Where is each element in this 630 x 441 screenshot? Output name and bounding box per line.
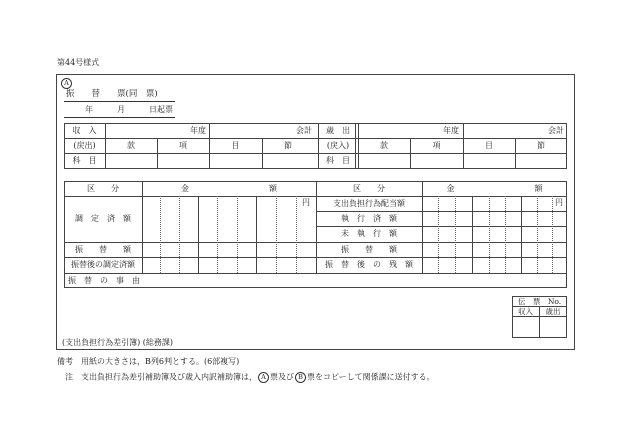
executed-amount-label: 執 行 済 額 [341, 214, 397, 223]
expenditure-col-moku: 目 [485, 141, 493, 150]
circle-b-inline: B [295, 372, 306, 383]
revenue-account-label: 会計 [296, 126, 312, 135]
right-yen-mark: 円 [555, 198, 563, 207]
voucher-expenditure-label: 歳出 [545, 307, 561, 316]
allotment-amount-label: 支出負担行為配当額 [333, 199, 405, 208]
revenue-col-kan: 款 [127, 141, 135, 150]
transfer-reason-label: 振 替 の 事 由 [68, 276, 140, 285]
assessed-amount-label: 調 定 済 額 [75, 214, 131, 223]
left-amount-header: 金 額 [181, 184, 277, 193]
revenue-col-kou: 項 [179, 141, 187, 150]
right-amount-header: 金 額 [446, 184, 543, 193]
post-transfer-assessed-label: 振替後の調定済額 [71, 260, 135, 269]
expenditure-account-label: 会計 [548, 126, 564, 135]
right-transfer-amount-label: 振 替 額 [341, 245, 397, 254]
note-distribution-prefix: 注 支出負担行為差引補助簿及び歳入内訳補助簿は， [65, 372, 257, 382]
date-line: 年 月 日起票 [85, 105, 173, 114]
title-underline [64, 101, 175, 102]
refund-out-label: (戻出) [73, 141, 96, 150]
form-title: 振 替 票(同 票) [66, 89, 158, 99]
left-yen-mark: 円 [302, 198, 310, 207]
date-underline [64, 117, 175, 118]
revenue-col-setsu: 節 [284, 141, 292, 150]
right-section-header: 区 分 [353, 184, 385, 193]
expenditure-year-label: 年度 [443, 126, 459, 135]
revenue-subject-label: 科 目 [72, 156, 97, 165]
expenditure-subject-label: 科 目 [326, 156, 350, 165]
expenditure-col-kou: 項 [432, 141, 441, 150]
form-number: 第44号様式 [57, 58, 100, 67]
voucher-no-header: 伝 票 No. [517, 297, 562, 306]
note-paper-size: 備考 用紙の大きさは，B列6判とする。(6部複写) [57, 357, 240, 366]
voucher-revenue-label: 収入 [518, 307, 533, 316]
revenue-col-moku: 目 [231, 141, 240, 150]
note-distribution-mid: 票及び [270, 372, 294, 382]
transfer-amount-label: 振 替 額 [75, 245, 131, 254]
unexecuted-amount-label: 未 執 行 額 [341, 229, 397, 238]
circle-a-inline: A [258, 372, 269, 383]
refund-in-label: (戻入) [326, 141, 350, 150]
revenue-year-label: 年度 [190, 126, 206, 135]
left-section-header: 区 分 [87, 184, 119, 193]
expenditure-col-kan: 款 [380, 141, 388, 150]
expenditure-col-setsu: 節 [537, 141, 545, 150]
note-distribution-suffix: 票をコピーして関係課に送付する。 [307, 372, 435, 382]
circle-a-marker: A [61, 78, 72, 89]
note-distribution [65, 372, 435, 383]
post-transfer-balance-label: 振 替 後 の 残 額 [325, 260, 413, 269]
expenditure-label: 歳 出 [326, 126, 350, 135]
revenue-label: 収 入 [72, 126, 97, 135]
footer-caption: (支出負担行為差引簿) (総務課) [62, 338, 174, 347]
